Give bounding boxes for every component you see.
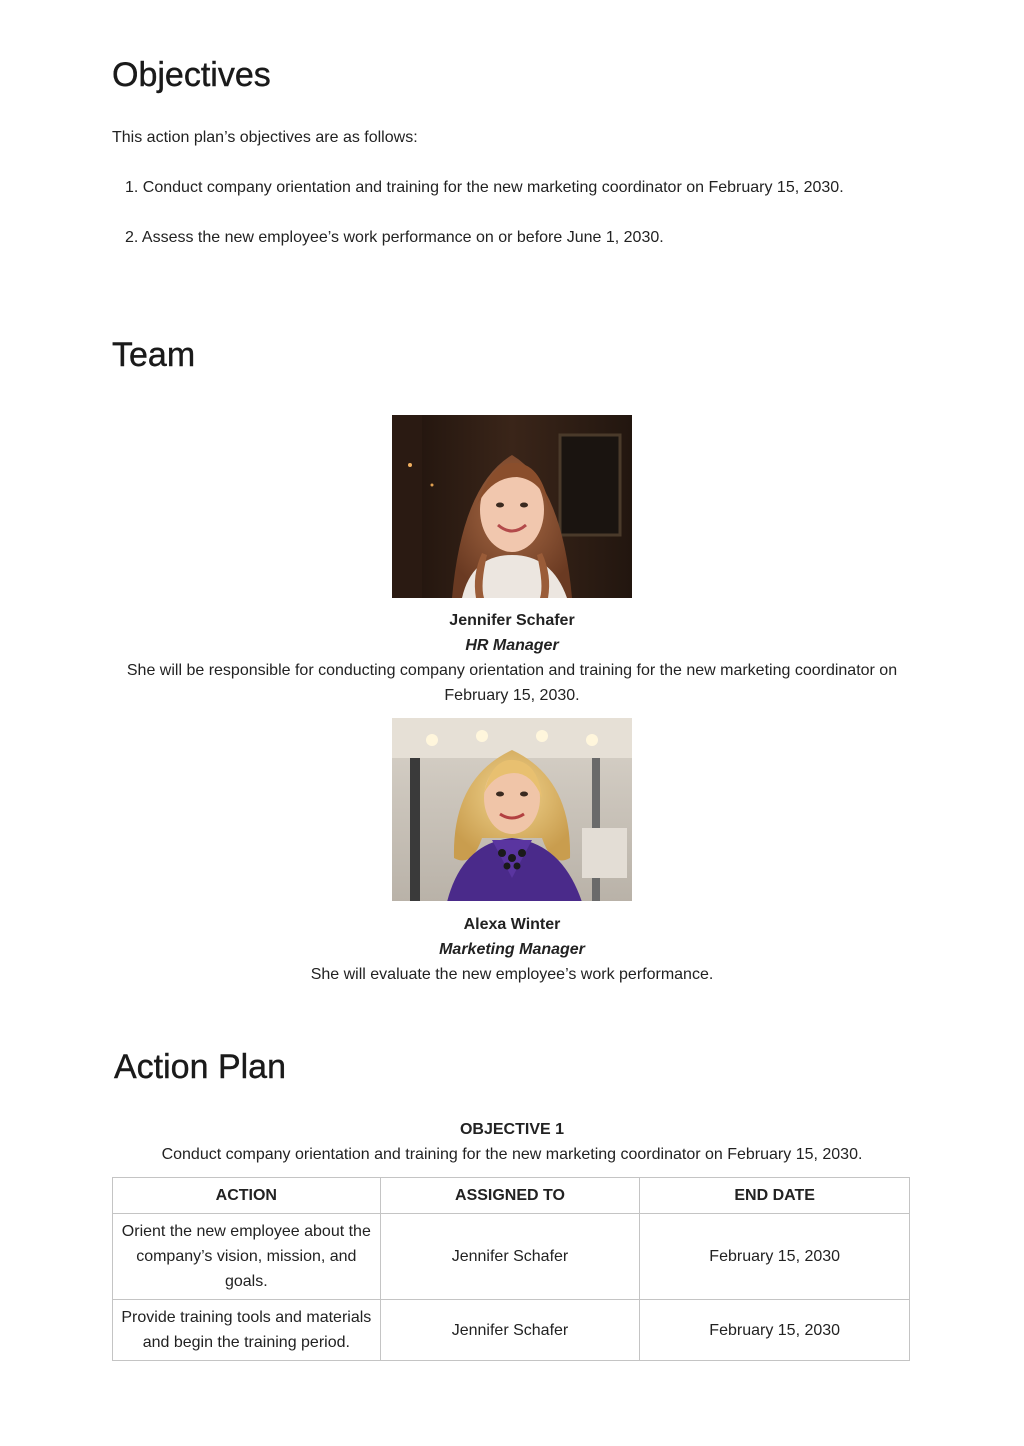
team-member-description: She will evaluate the new employee’s work performance. — [310, 966, 714, 983]
column-header-end-date: END DATE — [640, 1178, 910, 1214]
assigned-to-cell: Jennifer Schafer — [380, 1214, 640, 1300]
action-plan-heading: Action Plan — [114, 1048, 286, 1086]
portrait-photo-icon — [392, 718, 632, 901]
action-cell: Orient the new employee about the company’s vision, mission, and goals. — [113, 1214, 381, 1300]
portrait-photo-icon — [392, 415, 632, 598]
team-member-role: Marketing Manager — [439, 941, 585, 958]
team-member-name: Alexa Winter — [463, 916, 561, 933]
column-header-action: ACTION — [113, 1178, 381, 1214]
team-member-photo — [392, 415, 632, 598]
table-header-row — [113, 1178, 910, 1214]
objective-text: Conduct company orientation and training for the new marketing coordinator on February 15, 2030. — [161, 1146, 863, 1163]
team-member-role: HR Manager — [465, 637, 559, 654]
team-member-description: She will be responsible for conducting company orientation and training for the new marketing coordinator on February 15, 2030. — [126, 662, 898, 704]
action-plan-table — [112, 1177, 910, 1361]
column-header-assigned-to: ASSIGNED TO — [380, 1178, 640, 1214]
table-row — [113, 1300, 910, 1361]
team-heading: Team — [112, 336, 196, 374]
objectives-intro: This action plan’s objectives are as follows: — [112, 129, 418, 146]
objectives-heading: Objectives — [112, 56, 271, 94]
assigned-to-cell: Jennifer Schafer — [380, 1300, 640, 1361]
table-row — [113, 1214, 910, 1300]
end-date-cell: February 15, 2030 — [640, 1300, 910, 1361]
action-cell: Provide training tools and materials and begin the training period. — [113, 1300, 381, 1361]
end-date-cell: February 15, 2030 — [640, 1214, 910, 1300]
team-member-photo — [392, 718, 632, 901]
team-member-name: Jennifer Schafer — [449, 612, 575, 629]
objective-list-item: 1. Conduct company orientation and training for the new marketing coordinator on February 15, 2030. — [125, 179, 844, 196]
objective-list-item: 2. Assess the new employee’s work performance on or before June 1, 2030. — [125, 229, 664, 246]
objective-label: OBJECTIVE 1 — [459, 1121, 565, 1138]
